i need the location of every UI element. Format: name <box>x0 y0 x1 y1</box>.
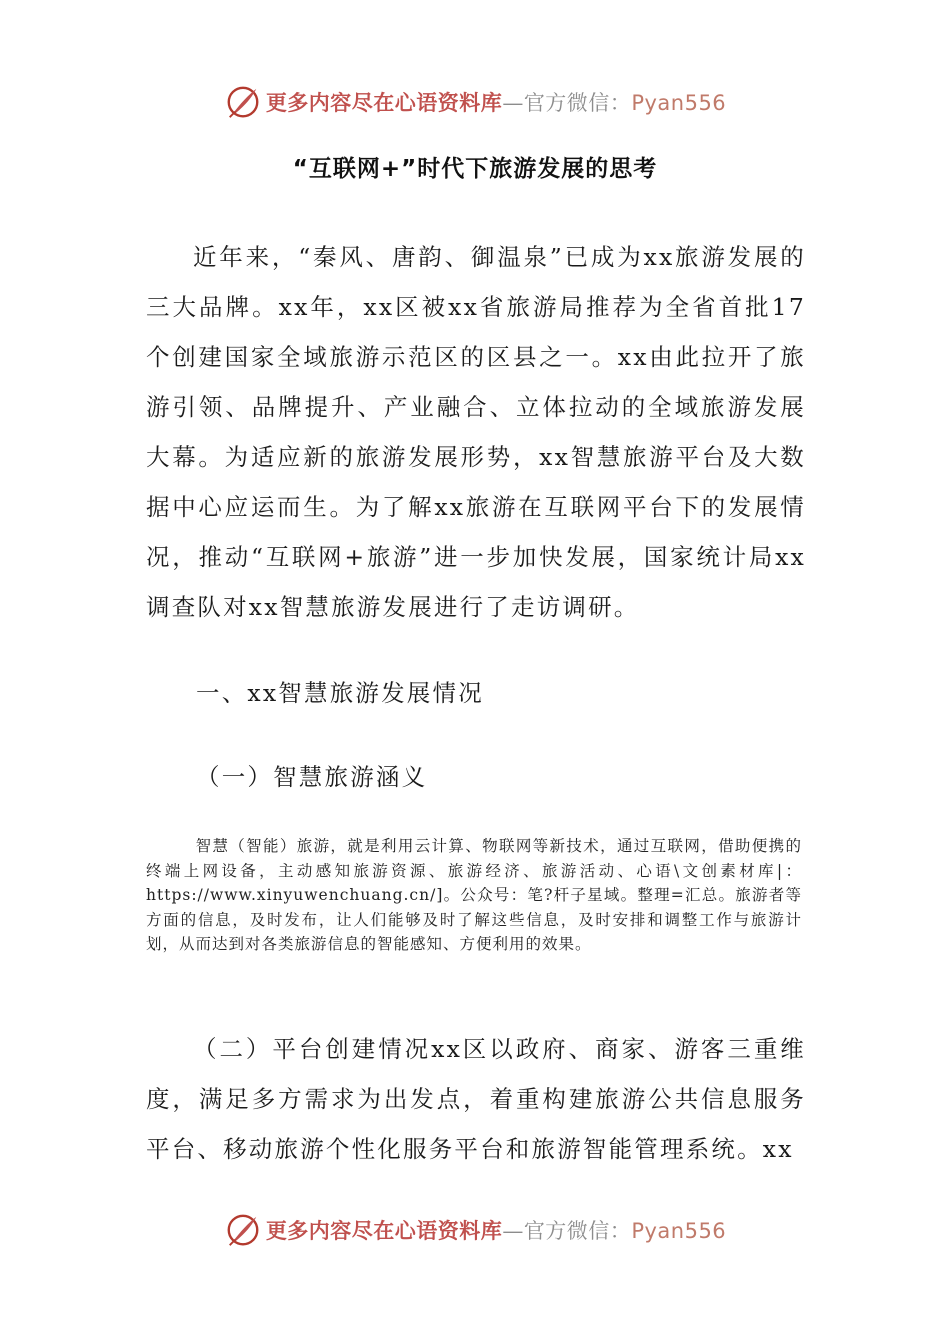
quill-pen-logo-icon <box>224 1211 262 1249</box>
banner-text <box>266 1215 726 1245</box>
platform-paragraph: （二）平台创建情况xx区以政府、商家、游客三重维度，满足多方需求为出发点，着重构建旅游公共信息服务平台、移动旅游个性化服务平台和旅游智能管理系统。xx <box>146 1035 806 1163</box>
banner-main-text: 更多内容尽在心语资料库 <box>265 90 503 115</box>
banner-main-text: 更多内容尽在心语资料库 <box>265 1218 503 1243</box>
banner-separator: — <box>502 1219 524 1243</box>
footer-banner <box>0 1208 950 1252</box>
intro-paragraph: 近年来，“秦风、唐韵、御温泉”已成为xx旅游发展的三大品牌。xx年，xx区被xx省旅游局推荐为全省首批17个创建国家全域旅游示范区的区县之一。xx由此拉开了旅游引领、品牌提升、产业融合、立体拉动的全域旅游发展大幕。为适应新的旅游发展形势，xx智慧旅游平台及大数据中心应运而生。为了解xx旅游在互联网平台下的发展情况，推动“互联网+旅游”进一步加快发展，国家统计局xx调查队对xx智慧旅游发展进行了走访调研。 <box>146 243 806 621</box>
section-heading-1: 一、xx智慧旅游发展情况 <box>196 679 484 707</box>
banner-wechat-id: Pyan556 <box>631 1219 727 1243</box>
banner-text <box>266 87 726 117</box>
subsection-heading-1: （一）智慧旅游涵义 <box>196 763 428 791</box>
banner-wechat-label: 官方微信： <box>523 1219 632 1243</box>
banner-wechat-label: 官方微信： <box>523 91 632 115</box>
banner-separator: — <box>502 91 524 115</box>
banner-wechat-id: Pyan556 <box>631 91 727 115</box>
document-title: “互联网+”时代下旅游发展的思考 <box>292 156 658 182</box>
quill-pen-logo-icon <box>224 83 262 121</box>
header-banner <box>0 80 950 124</box>
definition-paragraph: 智慧（智能）旅游，就是利用云计算、物联网等新技术，通过互联网，借助便携的终端上网设备，主动感知旅游资源、旅游经济、旅游活动、心语\文创素材库|：https://www.xinyuwenchuang.cn/]。公众号：笔?杆子星域。整理=汇总。旅游者等方面的信息，及时发布，让人们能够及时了解这些信息，及时安排和调整工作与旅游计划，从而达到对各类旅游信息的智能感知、方便利用的效果。 <box>146 837 802 953</box>
